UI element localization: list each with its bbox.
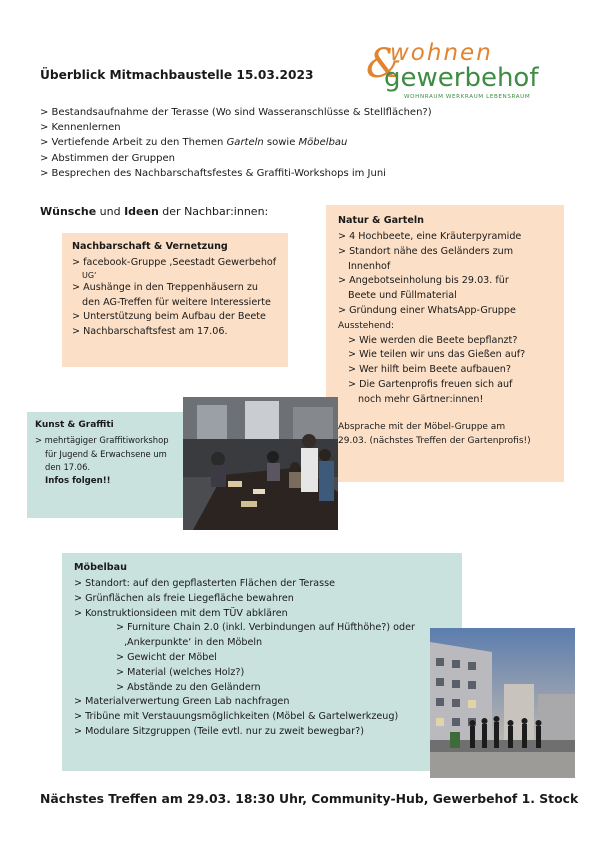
- intro-item: > Abstimmen der Gruppen: [40, 152, 175, 164]
- intro-item: > Kennenlernen: [40, 122, 121, 134]
- moebel-title: Möbelbau: [74, 562, 127, 573]
- natur-line: Innenhof: [348, 260, 391, 272]
- meeting-photo-graphic: [183, 397, 338, 530]
- logo-gewerbehof: gewerbehof: [384, 63, 539, 93]
- natur-line: > Standort nähe des Geländers zum: [338, 245, 514, 257]
- natur-line: Beete und Füllmaterial: [348, 290, 457, 302]
- moebel-line: > Abstände zu den Geländern: [116, 681, 261, 693]
- kunst-info: Infos folgen!!: [45, 475, 111, 486]
- wishes-rest: der Nachbar:innen:: [158, 205, 269, 218]
- moebel-line: > Gewicht der Möbel: [116, 651, 217, 663]
- nachbarschaft-line: > Nachbarschaftsfest am 17.06.: [72, 326, 228, 338]
- nachbarschaft-line: > Unterstützung beim Aufbau der Beete: [72, 311, 266, 323]
- page-title: Überblick Mitmachbaustelle 15.03.2023: [40, 68, 314, 82]
- wishes-word2: Ideen: [124, 205, 159, 218]
- nachbarschaft-line: > Aushänge in den Treppenhäusern zu: [72, 281, 258, 293]
- intro-work-topic2: Möbelbau: [298, 137, 348, 149]
- kunst-line: für Jugend & Erwachsene um: [45, 448, 167, 459]
- next-meeting-footer: Nächstes Treffen am 29.03. 18:30 Uhr, Community-Hub, Gewerbehof 1. Stock: [40, 791, 579, 806]
- intro-work-topic1: Garteln: [226, 137, 264, 149]
- nachbarschaft-line: UG‘: [82, 270, 97, 280]
- kunst-line: den 17.06.: [45, 462, 91, 473]
- natur-line: > Angebotseinholung bis 29.03. für: [338, 275, 509, 287]
- gewerbehof-logo: [360, 30, 560, 102]
- natur-note: Absprache mit der Möbel-Gruppe am: [338, 421, 506, 432]
- building-photo-graphic: [430, 628, 575, 778]
- moebel-box: [62, 553, 462, 771]
- nachbarschaft-title: Nachbarschaft & Vernetzung: [72, 241, 228, 252]
- natur-title: Natur & Garteln: [338, 215, 424, 226]
- logo-wohnen: wohnen: [390, 40, 493, 66]
- natur-note: 29.03. (nächstes Treffen der Gartenprofis!): [338, 436, 531, 447]
- moebel-line: > Materialverwertung Green Lab nachfragen: [74, 696, 290, 708]
- wishes-and: und: [96, 205, 125, 218]
- moebel-line: > Tribüne mit Verstauungsmöglichkeiten (Möbel & Gartelwerkzeug): [74, 711, 399, 723]
- moebel-line: > Standort: auf den gepflasterten Flächen der Terasse: [74, 578, 336, 589]
- meeting-photo: [183, 397, 338, 530]
- natur-line: > Gründung einer WhatsApp-Gruppe: [338, 304, 516, 316]
- logo-ampersand: &: [366, 41, 402, 87]
- natur-box: [326, 205, 564, 482]
- logo-tagline: WOHNRAUM WERKRAUM LEBENSRAUM: [404, 94, 531, 100]
- natur-line: > Wie werden die Beete bepflanzt?: [348, 334, 518, 346]
- natur-line: > Wer hilft beim Beete aufbauen?: [348, 364, 511, 376]
- moebel-line: > Modulare Sitzgruppen (Teile evtl. nur zu zweit bewegbar?): [74, 725, 364, 737]
- nachbarschaft-line: den AG-Treffen für weitere Interessierte: [82, 296, 271, 308]
- kunst-box: [27, 412, 187, 518]
- natur-line: > Wie teilen wir uns das Gießen auf?: [348, 349, 526, 361]
- intro-work-prefix: > Vertiefende Arbeit zu den Themen: [40, 137, 227, 149]
- intro-item: > Bestandsaufnahme der Terasse (Wo sind Wasseranschlüsse & Stellflächen?): [40, 107, 432, 118]
- building-photo: [430, 628, 575, 778]
- intro-item-work: [40, 135, 480, 150]
- intro-work-mid: sowie: [263, 137, 299, 149]
- natur-line: > Die Gartenprofis freuen sich auf: [348, 378, 513, 390]
- wishes-heading: [40, 205, 268, 218]
- moebel-line: > Grünflächen als freie Liegefläche bewahren: [74, 592, 294, 604]
- natur-line: > 4 Hochbeete, eine Kräuterpyramide: [338, 231, 522, 242]
- logo-graphic: [360, 30, 560, 102]
- nachbarschaft-line: > facebook-Gruppe ‚Seestadt Gewerbehof: [72, 257, 277, 268]
- moebel-line: > Material (welches Holz?): [116, 666, 245, 678]
- wishes-word1: Wünsche: [40, 205, 97, 218]
- natur-pending-label: Ausstehend:: [338, 320, 394, 331]
- kunst-title: Kunst & Graffiti: [35, 420, 114, 430]
- moebel-line: ‚Ankerpunkte‘ in den Möbeln: [124, 637, 263, 649]
- moebel-line: > Konstruktionsideen mit dem TÜV abklären: [74, 607, 288, 619]
- nachbarschaft-box: [62, 233, 288, 367]
- natur-line: noch mehr Gärtner:innen!: [358, 393, 484, 405]
- kunst-line: > mehrtägiger Graffitiworkshop: [35, 435, 169, 445]
- moebel-line: > Furniture Chain 2.0 (inkl. Verbindungen auf Hüfthöhe?) oder: [116, 622, 415, 634]
- intro-list: [40, 105, 480, 181]
- intro-item: > Besprechen des Nachbarschaftsfestes & Graffiti-Workshops im Juni: [40, 167, 386, 179]
